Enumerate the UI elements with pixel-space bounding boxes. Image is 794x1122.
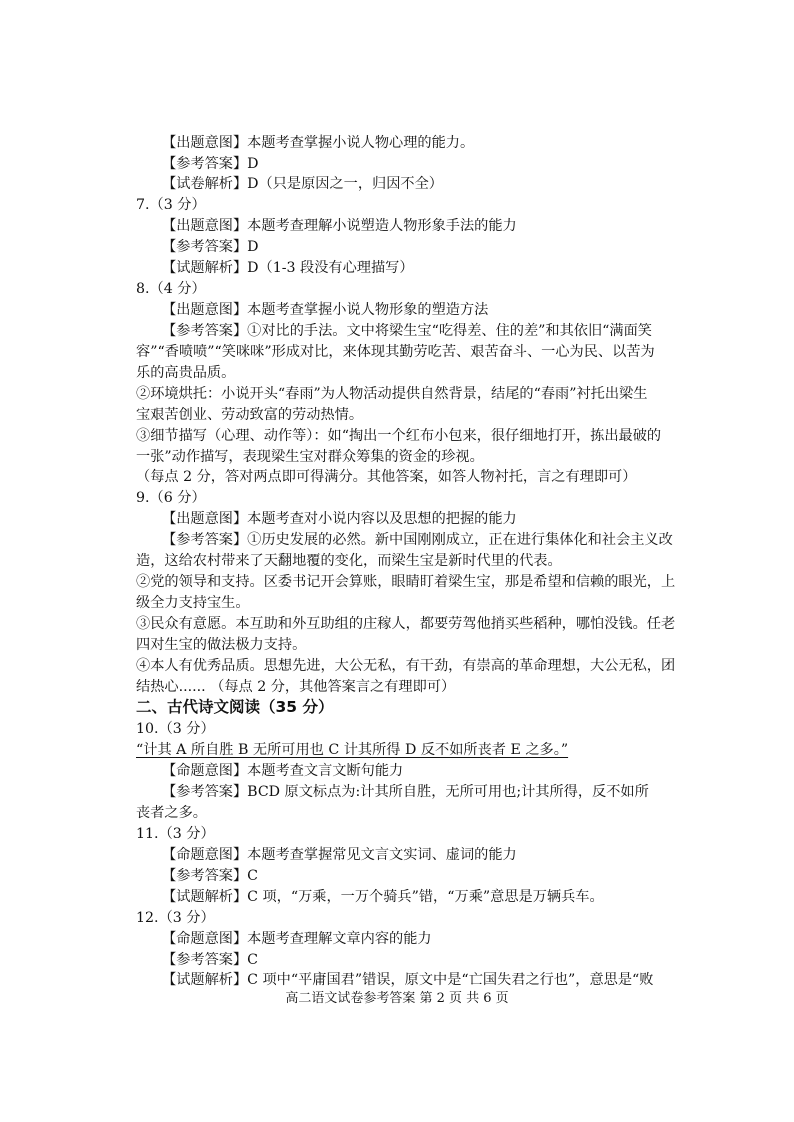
text-line: 丧者之多。: [136, 805, 207, 821]
text-line: ④本人有优秀品质。思想先进，大公无私，有干劲，有崇高的革命理想，大公无私，团: [136, 658, 676, 674]
text-line: ②党的领导和支持。区委书记开会算账，眼睛盯着梁生宝，那是希望和信赖的眼光，上: [136, 574, 676, 590]
text-line: 【出题意图】本题考查掌握小说人物心理的能力。: [162, 135, 475, 151]
text-line: 【参考答案】C: [162, 952, 258, 968]
text-line: 【试题解析】C 项，“万乘，一万个骑兵”错，“万乘”意思是万辆兵车。: [162, 889, 604, 905]
question-number: 12.（3 分）: [136, 910, 215, 926]
text-line: 【出题意图】本题考查对小说内容以及思想的把握的能力: [162, 511, 517, 527]
text-line: 级全力支持宝生。: [136, 595, 250, 611]
question-number: 7.（3 分）: [136, 197, 206, 213]
section-heading: 二、古代诗文阅读（35 分）: [136, 698, 334, 716]
text-line: 四对生宝的做法极力支持。: [136, 637, 307, 653]
text-line: 【试题解析】D（1-3 段没有心理描写）: [162, 260, 414, 276]
text-line: 【参考答案】D: [162, 156, 259, 172]
text-line: 结热心...... （每点 2 分，其他答案言之有理即可）: [136, 679, 456, 695]
text-line: 【命题意图】本题考查文言文断句能力: [162, 763, 404, 779]
text-line: ②环境烘托：小说开头“春雨”为人物活动提供自然背景，结尾的“春雨”衬托出梁生: [136, 386, 648, 402]
text-line: 【参考答案】C: [162, 868, 258, 884]
text-line: 容”“香喷喷”“笑咪咪”形成对比，来体现其勤劳吃苦、艰苦奋斗、一心为民、以苦为: [136, 344, 655, 360]
text-line: 【出题意图】本题考查理解小说塑造人物形象手法的能力: [162, 218, 517, 234]
question-number: 10.（3 分）: [136, 721, 215, 737]
text-line: 【参考答案】①历史发展的必然。新中国刚刚成立，正在进行集体化和社会主义改: [162, 532, 673, 548]
text-line: ③民众有意愿。本互助和外互助组的庄稼人，都要劳驾他捎买些稻种，哪怕没钱。任老: [136, 616, 676, 632]
text-line: 【试题解析】C 项中“平庸国君”错误，原文中是“亡国失君之行也”，意思是“败: [162, 972, 654, 988]
text-line: 造，这给农村带来了天翻地覆的变化，而梁生宝是新时代里的代表。: [136, 553, 562, 569]
question-number: 8.（4 分）: [136, 281, 206, 297]
text-line: 【命题意图】本题考查理解文章内容的能力: [162, 931, 432, 947]
sentence-to-punctuate: “计其 A 所自胜 B 无所可用也 C 计其所得 D 反不如所丧者 E 之多。”: [136, 742, 569, 758]
question-number: 9.（6 分）: [136, 490, 206, 506]
text-line: （每点 2 分，答对两点即可得满分。其他答案，如答人物衬托，言之有理即可）: [136, 469, 637, 485]
text-line: 宝艰苦创业、劳动致富的劳动热情。: [136, 407, 364, 423]
text-line: 【试卷解析】D（只是原因之一，归因不全）: [162, 176, 443, 192]
text-line: 【出题意图】本题考查掌握小说人物形象的塑造方法: [162, 302, 489, 318]
text-line: 一张”动作描写，表现梁生宝对群众筹集的资金的珍视。: [136, 449, 484, 465]
question-number: 11.（3 分）: [136, 826, 215, 842]
text-line: 【参考答案】①对比的手法。文中将梁生宝“吃得差、住的差”和其依旧“满面笑: [162, 323, 652, 339]
text-line: 【参考答案】BCD 原文标点为:计其所自胜，无所可用也;计其所得，反不如所: [162, 784, 649, 800]
text-line: 【命题意图】本题考查掌握常见文言文实词、虚词的能力: [162, 847, 517, 863]
page-footer: 高二语文试卷参考答案 第 2 页 共 6 页: [285, 991, 509, 1006]
text-line: ③细节描写（心理、动作等）：如“掏出一个红布小包来，很仔细地打开，拣出最破的: [136, 428, 662, 444]
text-line: 乐的高贵品质。: [136, 365, 236, 381]
text-line: 【参考答案】D: [162, 239, 259, 255]
